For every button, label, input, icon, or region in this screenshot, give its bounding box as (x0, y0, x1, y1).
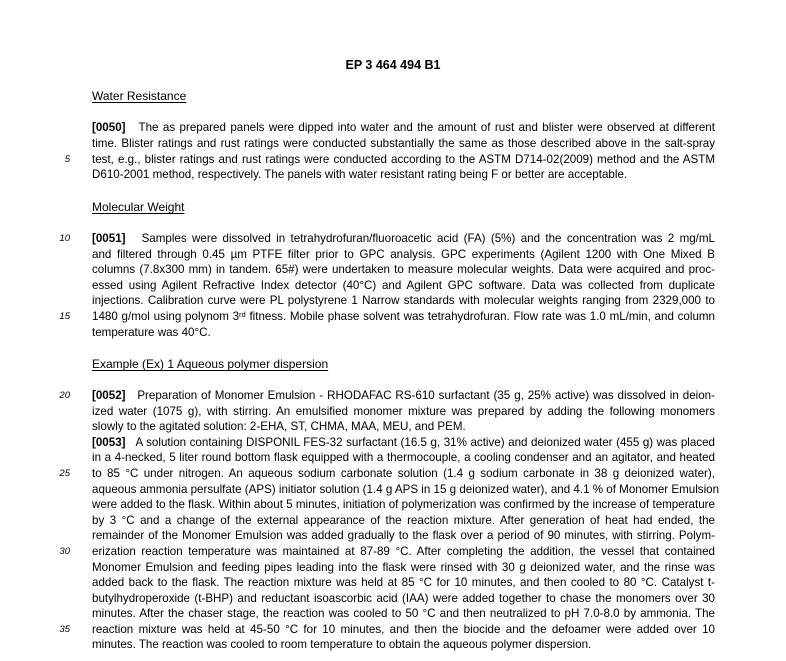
paragraph-number: [0050] (92, 121, 126, 134)
paragraph-0053-line: Monomer Emulsion and feeding pipes leading into the flask were rinsed with 30 g deionized water, and the rinse was (92, 561, 715, 574)
paragraph-0053-line: minutes. The reaction was cooled to room temperature to obtain the aqueous polymer dispersion. (92, 638, 592, 651)
paragraph-0053-line: by 3 °C and a change of the external appearance of the reaction mixture. After generation of heat had ended, the (92, 514, 715, 527)
paragraph-0051-line: 1480 g/mol using polynom 3rd fitness. Mobile phase solvent was tetrahydrofuran. Flow rate was 1.0 mL/min, and column (92, 310, 715, 323)
paragraph-0052-line: [0052] Preparation of Monomer Emulsion - RHODAFAC RS-610 surfactant (35 g, 25% active) was dissolved in deion- (92, 389, 715, 402)
paragraph-0051-line: and filtered through 0.45 µm PTFE filter prior to GPC analysis. GPC experiments (Agilent 1200 with One Mixed B (92, 248, 715, 261)
paragraph-0053-line: reaction mixture was held at 45-50 °C for 10 minutes, and then the biocide and the defoamer were added over 10 (92, 623, 715, 636)
paragraph-0051-line: [0051] Samples were dissolved in tetrahydrofuran/fluoroacetic acid (FA) (5%) and the concentration was 2 mg/mL (92, 232, 715, 245)
paragraph-number: [0051] (92, 232, 126, 245)
paragraph-0053-line: were added to the flask. Within about 5 minutes, initiation of polymerization was confirmed by the increase of temperature (92, 498, 715, 511)
paragraph-0051-line: injections. Calibration curve were PL polystyrene 1 Narrow standards with molecular weights ranging from 2329,000 to (92, 294, 715, 307)
paragraph-number: [0052] (92, 389, 126, 402)
paragraph-0053-line: [0053] A solution containing DISPONIL FES-32 surfactant (16.5 g, 31% active) and deionized water (455 g) was placed (92, 436, 715, 449)
paragraph-0053-line: added back to the flask. The reaction mixture was held at 85 °C for 10 minutes, and then cooled to 80 °C. Catalyst t- (92, 576, 715, 589)
paragraph-0053-line: minutes. After the chaser stage, the reaction was cooled to 50 °C and then neutralized to pH 7.0-8.0 by ammonia. The (92, 607, 715, 620)
margin-line-number: 30 (59, 546, 70, 557)
paragraph-0053-line: butylhydroperoxide (t-BHP) and reductant isoascorbic acid (IAA) were added together to chase the monomers over 30 (92, 592, 715, 605)
paragraph-0052-line: ized water (1075 g), with stirring. An emulsified monomer mixture was prepared by adding the following monomers (92, 405, 715, 418)
section-heading-example: Example (Ex) 1 Aqueous polymer dispersion (92, 357, 329, 371)
page-header: EP 3 464 494 B1 (345, 58, 441, 72)
margin-line-number: 20 (59, 390, 70, 401)
paragraph-0051-line: columns (7.8x300 mm) in tandem. 65#) were undertaken to measure molecular weights. Data were acquired and proc- (92, 263, 715, 276)
paragraph-0050-line: D610-2001 method, respectively. The panels with water resistant rating being F or better are acceptable. (92, 168, 628, 181)
margin-line-number: 25 (59, 468, 70, 479)
section-heading-molecular-weight: Molecular Weight (92, 200, 185, 214)
margin-line-number: 10 (59, 233, 70, 244)
margin-line-number: 5 (64, 154, 70, 165)
paragraph-0053-line: in a 4-necked, 5 liter round bottom flask equipped with a thermocouple, a cooling condenser and an agitator, and heated (92, 451, 715, 464)
paragraph-0053-line: erization reaction temperature was maintained at 87-89 °C. After completing the addition, the vessel that contained (92, 545, 715, 558)
paragraph-0050-line: test, e.g., blister ratings and rust ratings were conducted according to the ASTM D714-02(2009) method and the ASTM (92, 153, 715, 166)
paragraph-0050-line: [0050] The as prepared panels were dipped into water and the amount of rust and blister were observed at different (92, 121, 715, 134)
paragraph-0053-line: remainder of the Monomer Emulsion was added gradually to the flask over a period of 90 minutes, with stirring. Polym- (92, 529, 715, 542)
paragraph-0052-line: slowly to the agitated solution: 2-EHA, ST, CHMA, MAA, MEU, and PEM. (92, 420, 466, 433)
paragraph-0053-line: aqueous ammonia persulfate (APS) initiator solution (1.4 g APS in 15 g deionized water), and 4.1 % of Monomer Emulsion (92, 483, 720, 496)
margin-line-number: 35 (59, 624, 70, 635)
paragraph-0050-line: time. Blister ratings and rust ratings were conducted substantially the same as those described above in the salt-spray (92, 137, 715, 150)
paragraph-number: [0053] (92, 436, 126, 449)
section-heading-water-resistance: Water Resistance (92, 89, 187, 103)
paragraph-0053-line: to 85 °C under nitrogen. An aqueous sodium carbonate solution (1.4 g sodium carbonate in 38 g deionized water), (92, 467, 715, 480)
paragraph-0051-line: essed using Agilent Refractive Index detector (40°C) and Agilent GPC software. Data was collected from duplicate (92, 279, 715, 292)
paragraph-0051-line: temperature was 40°C. (92, 326, 211, 339)
margin-line-number: 15 (59, 311, 70, 322)
